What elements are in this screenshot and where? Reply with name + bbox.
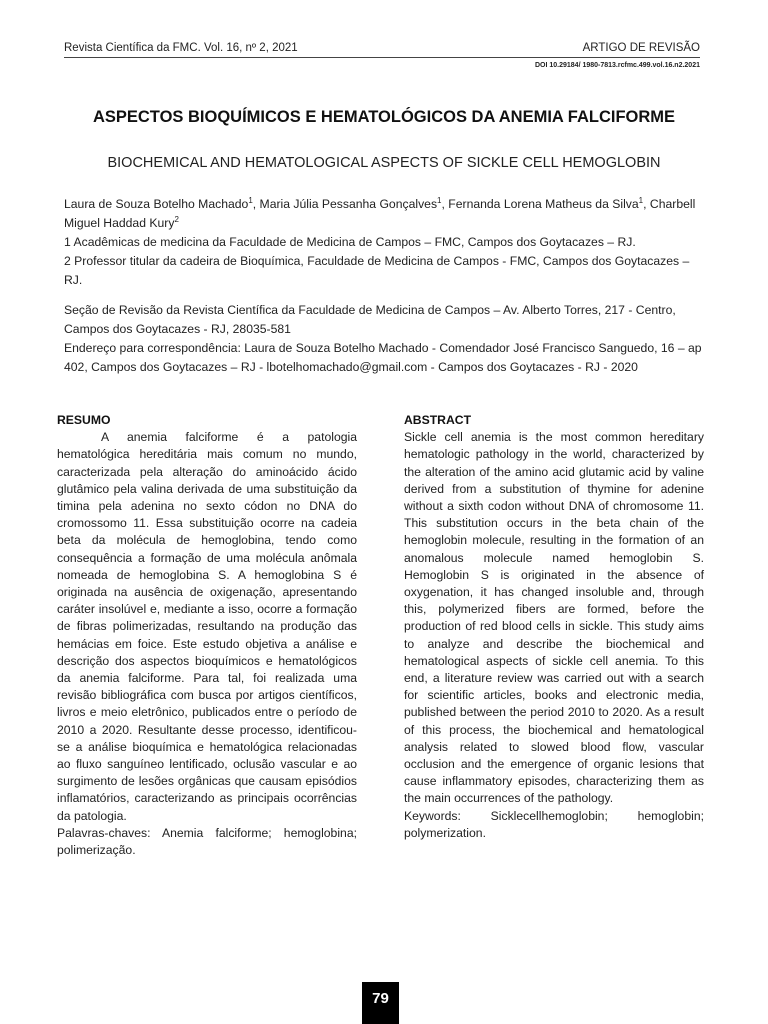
affiliation-mark: 1 xyxy=(437,195,442,205)
section-label: ARTIGO DE REVISÃO xyxy=(582,42,700,54)
author-list: Laura de Souza Botelho Machado$^1$, Maria Júlia Pessanha Gonçalves$^1$, Fernanda Lorena Matheus da Silva$^1$, Charbell Miguel Haddad Kury$^2$ xyxy=(64,195,696,230)
header-rule xyxy=(64,57,700,58)
abstract-heading: ABSTRACT xyxy=(404,413,472,427)
resumo-column xyxy=(57,412,357,859)
section-address: Seção de Revisão da Revista Científica da Faculdade de Medicina de Campos – Av. Alberto Torres, 217 - Centro, Campos dos Goytacazes - RJ, 28035-581 xyxy=(64,303,676,336)
article-title-pt: ASPECTOS BIOQUÍMICOS E HEMATOLÓGICOS DA ANEMIA FALCIFORME xyxy=(92,108,676,126)
author-block xyxy=(64,195,704,290)
affiliation-1: 1 Acadêmicas de medicina da Faculdade de Medicina de Campos – FMC, Campos dos Goytacazes – RJ. xyxy=(64,235,636,249)
page-number: 79 xyxy=(362,982,399,1024)
author-name: Laura de Souza Botelho Machado xyxy=(64,197,249,211)
resumo-heading: RESUMO xyxy=(57,413,111,427)
abstract-keywords: Keywords: Sicklecellhemoglobin; hemoglobin; polymerization. xyxy=(404,808,704,840)
doi-line[interactable]: DOI 10.29184/ 1980-7813.rcfmc.499.vol.16.n2.2021 xyxy=(534,62,700,69)
resumo-body: A anemia falciforme é a patologia hematológica hereditária mais comum no mundo, caracterizada pela alteração do aminoácido ácido glutâmico pela valina derivada de uma substituição da timina pela adenina no sexto códon no DNA do cromossomo 11. Essa substituição ocorre na cadeia beta da molécula de hemoglobina, tendo como consequência a formação de uma molécula anômala nomeada de hemoglobina S. A hemoglobina S é originada na ausência de oxigenação, apresentando caráter insolúvel e, mediante a isso, ocorre a formação de fibras polimerizadas, resultando na produção das hemácias em foice. Este estudo objetiva a análise e descrição dos aspectos bioquímicos e hematológicos da anemia falciforme. Para tal, foi realizada uma revisão bibliográfica com busca por artigos científicos, livros e meio eletrônico, publicados entre o período de 2010 a 2020. Resultante desse processo, identificou-se a análise bioquímica e hematológica relacionadas ao fluxo sanguíneo lentificado, oclusão vascular e ao surgimento de lesões orgânicas que causam episódios inflamatórios, caracterizando as principais ocorrências da patologia. xyxy=(57,430,357,823)
affiliation-mark: 1 xyxy=(248,195,253,205)
article-title-en: BIOCHEMICAL AND HEMATOLOGICAL ASPECTS OF SICKLE CELL HEMOGLOBIN xyxy=(107,155,661,171)
affiliation-mark: 2 xyxy=(174,214,179,224)
resumo-keywords: Palavras-chaves: Anemia falciforme; hemoglobina; polimerização. xyxy=(57,825,357,858)
journal-citation: Revista Científica da FMC. Vol. 16, nº 2, 2021 xyxy=(64,42,298,54)
author-name: Fernanda Lorena Matheus da Silva xyxy=(448,197,639,211)
author-name: Maria Júlia Pessanha Gonçalves xyxy=(259,197,438,211)
address-block xyxy=(64,301,704,377)
correspondence-address: Endereço para correspondência: Laura de Souza Botelho Machado - Comendador José Francisco Sanguedo, 16 – ap 402, Campos dos Goytacazes – RJ - lbotelhomachado@gmail.com - Campos dos Goytacazes - RJ - 2020 xyxy=(64,341,702,374)
affiliation-2: 2 Professor titular da cadeira de Bioquímica, Faculdade de Medicina de Campos - FMC, Campos dos Goytacazes – RJ. xyxy=(64,254,690,287)
affiliation-mark: 1 xyxy=(638,195,644,205)
abstract-body: Sickle cell anemia is the most common hereditary hematologic pathology in the world, characterized by the alteration of the amino acid glutamic acid by valine derived from a substitution of thymine for adenine without a sixth codon without DNA of chromosome 11. This substitution occurs in the beta chain of the hemoglobin molecule, resulting in the formation of an anomalous molecule named hemoglobin S. Hemoglobin S is originated in the absence of oxygenation, it has changed insoluble and, through this, polymerized fibers are formed, before the production of red blood cells in sickle. This study aims to analyze and describe the biochemical and hematological aspects of sickle cell anemia. To this end, a literature review was carried out with a search for scientific articles, books and electronic media, published between the period 2010 to 2020. As a result of this process, the biochemical and hematological analysis related to slowed blood flow, vascular occlusion and the emergence of organic lesions that cause inflammatory episodes, characterizing them as the main occurrences of the pathology. xyxy=(404,430,704,806)
abstract-column xyxy=(404,412,704,842)
author-name: Charbell Miguel Haddad Kury xyxy=(64,197,696,230)
